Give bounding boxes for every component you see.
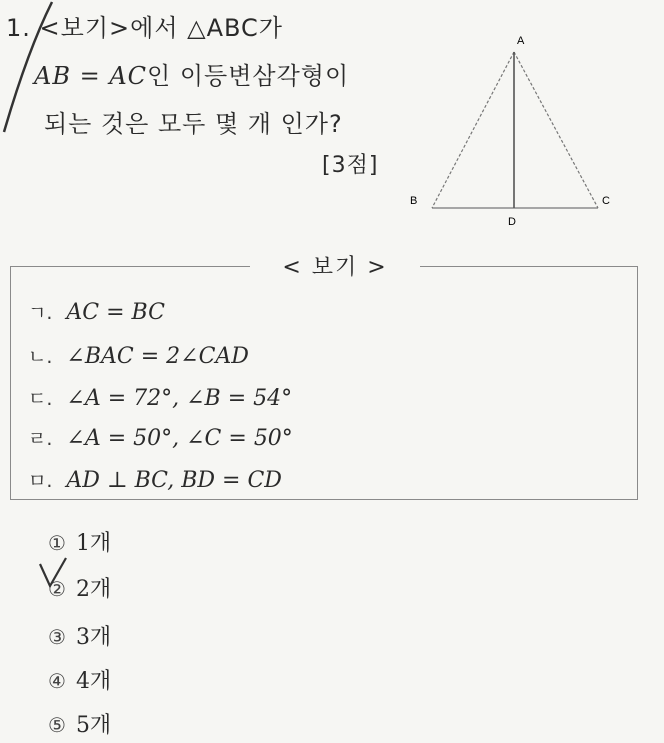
choice-3-label: 3개 — [75, 625, 112, 650]
question-line-2 — [34, 56, 349, 91]
choice-3-number: ③ — [48, 625, 66, 649]
point-label-d: D — [508, 216, 516, 228]
bogi-title: < 보기 > — [250, 250, 420, 281]
question-equation-ab-ac: AB = AC — [34, 62, 148, 90]
side-ac — [514, 52, 598, 208]
choice-5-label: 5개 — [75, 713, 112, 738]
choice-5[interactable] — [48, 708, 111, 739]
choice-1-number: ① — [48, 531, 66, 555]
choice-3[interactable] — [48, 620, 111, 651]
bogi-item-4 — [28, 424, 293, 451]
bogi-item-3 — [28, 384, 292, 411]
question-line-1 — [6, 8, 283, 43]
bogi-item-1-text: AC = BC — [66, 300, 165, 325]
question-text-1: <보기>에서 △ABC가 — [39, 14, 283, 42]
choice-2-label: 2개 — [75, 577, 112, 602]
question-text-2: 인 이등변삼각형이 — [147, 62, 350, 90]
vertex-label-c: C — [602, 195, 610, 207]
bogi-item-2 — [28, 342, 249, 369]
bogi-item-1 — [28, 298, 165, 325]
choice-4-label: 4개 — [75, 669, 112, 694]
bogi-item-2-marker: ㄴ. — [28, 346, 53, 368]
question-line-3 — [44, 104, 343, 139]
vertex-label-b: B — [410, 195, 418, 207]
triangle-figure — [400, 22, 620, 232]
check-mark-icon — [36, 556, 76, 596]
bogi-item-4-text: ∠A = 50°, ∠C = 50° — [66, 426, 293, 451]
side-ab — [432, 52, 514, 208]
bogi-item-3-text: ∠A = 72°, ∠B = 54° — [66, 386, 293, 411]
choice-4[interactable] — [48, 664, 111, 695]
question-points: [3점] — [322, 153, 379, 178]
bogi-item-2-text: ∠BAC = 2∠CAD — [66, 344, 249, 369]
choice-4-number: ④ — [48, 669, 66, 693]
bogi-item-3-marker: ㄷ. — [28, 388, 53, 410]
question-text-3: 되는 것은 모두 몇 개 인가? — [44, 110, 343, 138]
question-number: 1. — [6, 14, 31, 42]
choice-5-number: ⑤ — [48, 713, 66, 737]
bogi-item-5 — [28, 466, 282, 493]
choice-1[interactable] — [48, 526, 111, 557]
vertex-label-a: A — [517, 35, 525, 47]
bogi-item-5-text: AD ⊥ BC, BD = CD — [66, 468, 282, 493]
bogi-item-4-marker: ㄹ. — [28, 428, 53, 450]
bogi-item-5-marker: ㅁ. — [28, 470, 53, 492]
choice-1-label: 1개 — [75, 531, 112, 556]
bogi-item-1-marker: ㄱ. — [28, 302, 53, 324]
choice-2-number: ② — [48, 577, 66, 601]
